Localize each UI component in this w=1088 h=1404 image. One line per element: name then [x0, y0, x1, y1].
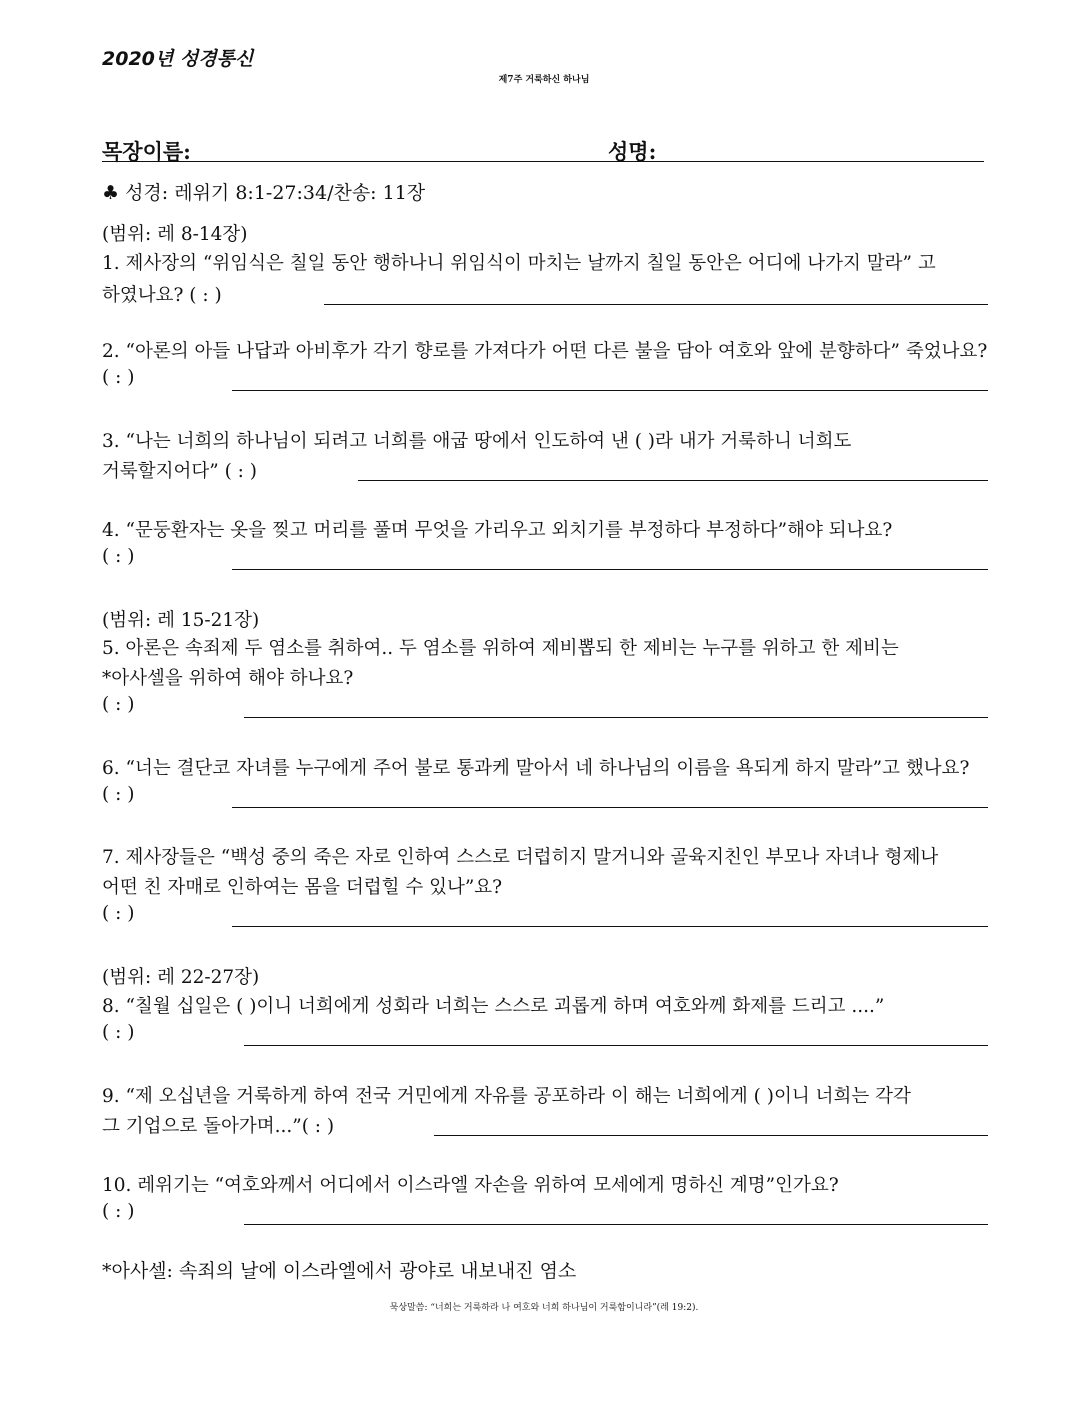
question-9: [102, 1082, 988, 1112]
header-note: 2020년 성경통신: [102, 48, 254, 70]
question-5: [102, 634, 988, 694]
question-8: [102, 992, 988, 1022]
answer-line[interactable]: [358, 480, 988, 481]
question-text: 3. “나는 너희의 하나님이 되려고 너희를 애굽 땅에서 인도하여 낸 ( )라 내가 거룩하니 너희도: [102, 431, 852, 452]
question-2: [102, 337, 988, 367]
question-text: 6. “너는 결단코 자녀를 누구에게 주어 불로 통과케 말아서 네 하나님의 이름을 욕되게 하지 말라”고 했나요?: [102, 758, 970, 779]
answer-row-9: [102, 1112, 988, 1140]
answer-row-3: [102, 457, 988, 485]
answer-prefix: ( : ): [102, 367, 135, 388]
answer-prefix: 그 기업으로 돌아가며...”( : ): [102, 1116, 335, 1137]
memory-verse: 묵상말씀: “너희는 거룩하라 나 여호와 너희 하나님이 거룩함이니라”(레 19:2).: [389, 1303, 699, 1313]
question-text: 10. 레위기는 “여호와께서 어디에서 이스라엘 자손을 위하여 모세에게 명하신 계명”인가요?: [102, 1175, 839, 1196]
mokjang-label: 목장이름:: [102, 139, 191, 164]
range-label-3: (범위: 레 22-27장): [102, 967, 260, 988]
question-text-continued: *아사셀을 위하여 해야 하나요?: [102, 668, 354, 689]
answer-prefix: 하였나요? ( : ): [102, 285, 222, 306]
answer-prefix: ( : ): [102, 903, 135, 924]
answer-row-2: [102, 367, 988, 395]
question-6: [102, 754, 988, 784]
answer-row-5: [102, 694, 988, 722]
answer-line[interactable]: [244, 1224, 988, 1225]
answer-row-10: [102, 1201, 988, 1229]
page-title: 제7주 거룩하신 하나님: [498, 75, 590, 85]
answer-row-4: [102, 546, 988, 574]
question-text: 9. “제 오십년을 거룩하게 하여 전국 거민에게 자유를 공포하라 이 해는 너희에게 ( )이니 너희는 각각: [102, 1086, 911, 1107]
answer-line[interactable]: [232, 926, 988, 927]
question-10: [102, 1171, 988, 1201]
answer-line[interactable]: [244, 717, 988, 718]
answer-row-8: [102, 1022, 988, 1050]
range-label-1: (범위: 레 8-14장): [102, 224, 248, 245]
question-text: 8. “칠월 십일은 ( )이니 너희에게 성회라 너희는 스스로 괴롭게 하며 여호와께 화제를 드리고 ....”: [102, 996, 885, 1017]
answer-prefix: ( : ): [102, 1201, 135, 1222]
answer-line[interactable]: [232, 569, 988, 570]
mokjang-line[interactable]: [102, 161, 612, 162]
question-text: 1. 제사장의 “위임식은 칠일 동안 행하나니 위임식이 마치는 날까지 칠일 동안은 어디에 나가지 말라” 고: [102, 253, 936, 274]
answer-prefix: ( : ): [102, 694, 135, 715]
name-fields-row: [102, 134, 984, 164]
answer-prefix: ( : ): [102, 546, 135, 567]
question-text: 2. “아론의 아들 나답과 아비후가 각기 향로를 가져다가 어떤 다른 불을 담아 여호와 앞에 분향하다” 죽었나요?: [102, 341, 988, 362]
range-label-2: (범위: 레 15-21장): [102, 610, 260, 631]
answer-line[interactable]: [434, 1135, 988, 1136]
question-7: [102, 843, 988, 903]
answer-prefix: ( : ): [102, 1022, 135, 1043]
question-text: 4. “문둥환자는 옷을 찢고 머리를 풀며 무엇을 가리우고 외치기를 부정하다 부정하다”해야 되나요?: [102, 520, 893, 541]
footnote-azazel: *아사셀: 속죄의 날에 이스라엘에서 광야로 내보내진 염소: [102, 1260, 577, 1282]
answer-row-1: [102, 281, 988, 309]
answer-line[interactable]: [232, 807, 988, 808]
answer-prefix: 거룩할지어다” ( : ): [102, 461, 257, 482]
name-line[interactable]: [608, 161, 984, 162]
question-4: [102, 516, 988, 546]
question-text-continued: 어떤 친 자매로 인하여는 몸을 더럽힐 수 있나”요?: [102, 877, 503, 898]
answer-line[interactable]: [232, 390, 988, 391]
answer-line[interactable]: [244, 1045, 988, 1046]
reading-assignment: ♣ 성경: 레위기 8:1-27:34/찬송: 11장: [102, 182, 426, 204]
question-3: [102, 427, 988, 457]
answer-line[interactable]: [324, 304, 988, 305]
name-label: 성명:: [608, 139, 657, 164]
answer-row-7: [102, 903, 988, 931]
question-text: 5. 아론은 속죄제 두 염소를 취하여.. 두 염소를 위하여 제비뽑되 한 제비는 누구를 위하고 한 제비는: [102, 638, 899, 659]
answer-row-6: [102, 784, 988, 812]
question-1: [102, 249, 988, 279]
answer-prefix: ( : ): [102, 784, 135, 805]
question-text: 7. 제사장들은 “백성 중의 죽은 자로 인하여 스스로 더럽히지 말거니와 골육지친인 부모나 자녀나 형제나: [102, 847, 939, 868]
